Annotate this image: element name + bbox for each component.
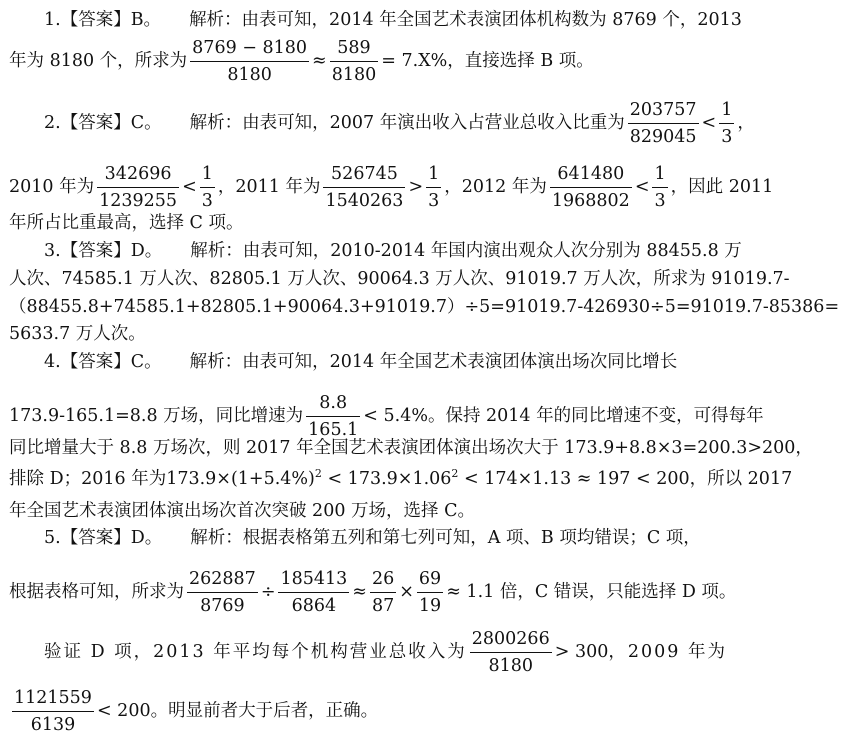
item-3-line-2: 人次、74585.1 万人次、82805.1 万人次、90064.3 万人次、91019.7 万人次，所求为 91019.7- [9,269,790,289]
fraction: $\frac{1}{3}$ [428,164,440,211]
fraction: $\frac{1}{3}$ [654,164,666,211]
item-5-analysis: 解析：根据表格第五列和第七列可知，A 项、B 项均错误；C 项， [190,528,701,548]
fraction: $\frac{8769 - 8180}{8180}$ [192,38,308,85]
item-3-line-4: 5633.7 万人次。 [9,324,146,344]
item-4-line-1 [44,351,843,373]
item-1-text: 年为 8180 个，所求为 [9,51,188,71]
item-2-line-2: 2010 年为 $\frac{342696}{1239255}$ < $\frac{1}{3}$ ，2011 年为 $\frac{526745}{1540263}$ > $\frac{1}{3}$ ，2012 年为 $\frac{641480}{1968802}$ < $\frac{1}{3}$ ，因此 2011 [9,164,774,211]
item-2-line-3: 年所占比重最高，选择 C 项。 [9,213,244,233]
fraction: $\frac{8.8}{165.1}$ [308,393,359,440]
fraction: $\frac{203757}{829045}$ [629,100,697,147]
item-2-line-1: 2.【答案】C。 解析：由表可知，2007 年演出收入占营业总收入比重为 $\frac{203757}{829045}$ < $\frac{1}{3}$ ， [44,100,755,147]
fraction: $\frac{641480}{1968802}$ [551,164,630,211]
fraction: $\frac{526745}{1540263}$ [325,164,404,211]
item-5-line-2: 根据表格可知，所求为 $\frac{262887}{8769}$ ÷ $\frac{185413}{6864}$ ≈ $\frac{26}{87}$ × $\frac{69}{19}$ ≈ 1.1 倍，C 错误，只能选择 D 项。 [9,569,737,616]
fraction: $\frac{1}{3}$ [201,164,213,211]
fraction: $\frac{1}{3}$ [721,100,733,147]
item-4-line-5: 年全国艺术表演团体演出场次首次突破 200 万场，选择 C。 [9,501,475,521]
item-4-analysis: 解析：由表可知，2014 年全国艺术表演团体演出场次同比增长 [189,352,678,372]
item-3-answer: 3.【答案】D。 [44,241,163,261]
fraction: $\frac{2800266}{8180}$ [471,629,550,676]
item-2-analysis: 解析：由表可知，2007 年演出收入占营业总收入比重为 [189,113,625,133]
item-1-analysis: 解析：由表可知，2014 年全国艺术表演团体机构数为 8769 个，2013 [189,10,742,30]
item-5-line-1 [44,527,843,549]
item-3-analysis: 解析：由表可知，2010-2014 年国内演出观众人次分别为 88455.8 万 [190,241,742,261]
item-5-line-4: $\frac{1121559}{6139}$ < 200。明显前者大于后者，正确。 [14,688,379,735]
fraction: $\frac{342696}{1239255}$ [99,164,178,211]
item-3-line-1 [44,240,843,262]
item-4-line-3: 同比增量大于 8.8 万场次，则 2017 年全国艺术表演团体演出场次大于 173.9+8.8×3=200.3>200， [9,438,813,458]
item-1-line-2: 年为 8180 个，所求为 $\frac{8769 - 8180}{8180}$ ≈ $\frac{589}{8180}$ = 7.X%，直接选择 B 项。 [9,38,594,85]
item-5-line-3: 验证 D 项，2013 年平均每个机构营业总收入为 $\frac{2800266}{8180}$ > 300，2009 年为 [44,629,727,676]
fraction: $\frac{262887}{8769}$ [189,569,256,616]
fraction: $\frac{589}{8180}$ [331,38,377,85]
fraction: $\frac{26}{87}$ [371,569,395,616]
fraction: $\frac{69}{19}$ [418,569,442,616]
item-4-answer: 4.【答案】C。 [44,352,162,372]
item-2-answer: 2.【答案】C。 [44,113,162,133]
item-1-line-1 [44,9,843,31]
fraction: $\frac{185413}{6864}$ [280,569,348,616]
item-4-line-2: 173.9-165.1=8.8 万场，同比增速为 $\frac{8.8}{165.1}$ < 5.4%。保持 2014 年的同比增速不变，可得每年 [9,393,764,440]
item-4-line-4: 排除 D；2016 年为$173.9\times(1+5.4\%)^2 < 173.9\times 1.06^2 < 174\times 1.13 \approx 197 < 200$，所以 2017 [9,467,793,489]
item-5-answer: 5.【答案】D。 [44,528,163,548]
item-1-answer: 1.【答案】B。 [44,10,162,30]
item-3-line-3: （88455.8+74585.1+82805.1+90064.3+91019.7）÷5=91019.7-426930÷5=91019.7-85386= [9,297,840,317]
fraction: $\frac{1121559}{6139}$ [14,688,92,735]
